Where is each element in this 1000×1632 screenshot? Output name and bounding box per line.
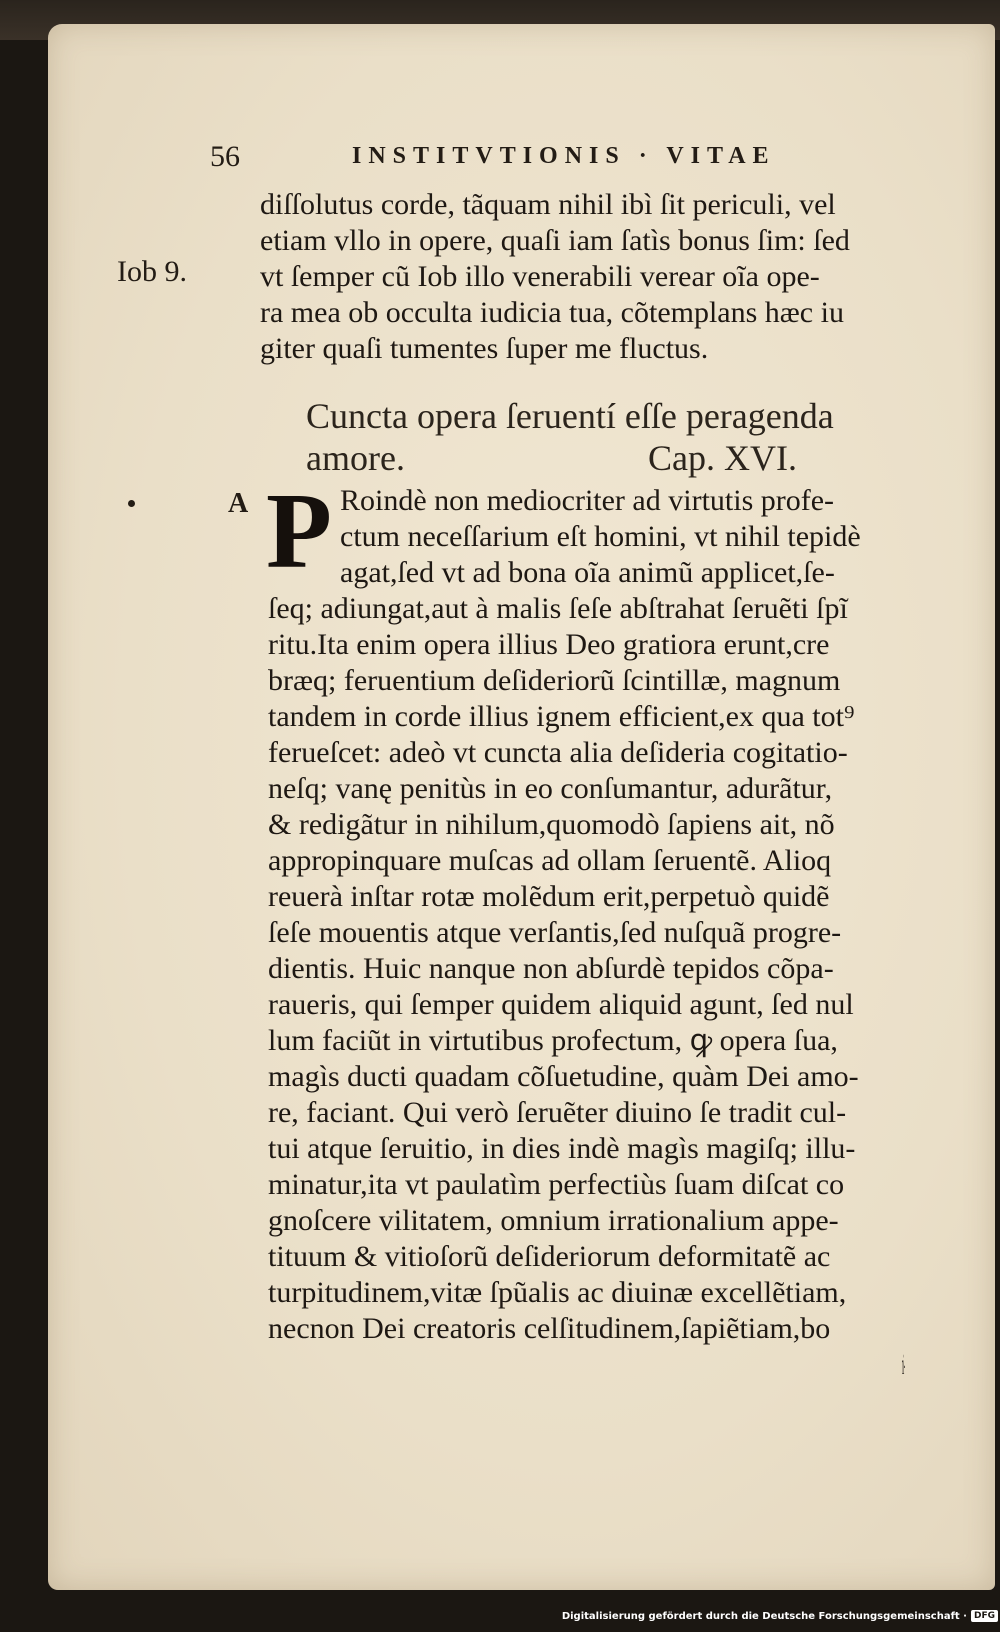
chapter-heading-line: amore. xyxy=(306,438,405,478)
page-number: 56 xyxy=(210,140,240,173)
chapter-number: Cap. XVI. xyxy=(648,438,797,478)
text-line: bræq; feruentium deſideriorũ ſcintillæ, magnum xyxy=(268,664,841,697)
text-line: tandem in corde illius ignem efficient,ex qua tot⁹ xyxy=(268,700,855,733)
digitization-footer xyxy=(562,1608,998,1624)
text-line: neſq; vanę penitùs in eo conſumantur, adurãtur, xyxy=(268,772,833,805)
text-line: tituum & vitioſorũ deſideriorum deformitatẽ ac xyxy=(268,1240,831,1273)
text-line: reuerà inſtar rotæ molẽdum erit,perpetuò quidẽ xyxy=(268,880,830,913)
running-head xyxy=(0,140,1000,180)
text-line: magìs ducti quadam cõſuetudine, quàm Dei amo- xyxy=(268,1060,859,1093)
running-title: INSTITVTIONIS · VITAE xyxy=(352,143,776,169)
text-line: raueris, qui ſemper quidem aliquid agunt, ſed nul xyxy=(268,988,854,1021)
text-line: agat,ſed vt ad bona oĩa animũ applicet,ſe- xyxy=(340,556,835,589)
text-line: Roindè non mediocriter ad virtutis profe- xyxy=(340,484,835,517)
margin-note-job: Iob 9. xyxy=(117,255,187,288)
text-line: tui atque ſeruitio, in dies indè magìs magiſq; illu- xyxy=(268,1132,856,1165)
margin-dot xyxy=(128,500,135,507)
text-line: dientis. Huic nanque non abſurdè tepidos cõpa- xyxy=(268,952,834,985)
book-page xyxy=(48,24,995,1590)
text-line: gnoſcere vilitatem, omnium irrationalium appe- xyxy=(268,1204,839,1237)
text-line: giter quaſi tumentes ſuper me fluctus. xyxy=(260,332,709,365)
text-line: ra mea ob occulta iudicia tua, cõtemplans hæc iu xyxy=(260,296,844,329)
dropcap-initial: P xyxy=(266,472,332,591)
text-line: re, faciant. Qui verò ſeruẽter diuino ſe tradit cul- xyxy=(268,1096,847,1129)
catchword: ni- xyxy=(902,1348,906,1381)
footer-credit: Digitalisierung gefördert durch die Deutsche Forschungsgemeinschaft · xyxy=(561,1610,967,1622)
text-line: ctum neceſſarium eſt homini, vt nihil tepidè xyxy=(340,520,861,553)
text-line: diſſolutus corde, tãquam nihil ibì ſit periculi, vel xyxy=(260,188,836,221)
text-line: lum faciũt in virtutibus profectum, ꝙ opera ſua, xyxy=(268,1024,838,1057)
text-line: ferueſcet: adeò vt cuncta alia deſideria cogitatio- xyxy=(268,736,848,769)
text-line: minatur,ita vt paulatìm perfectiùs ſuam diſcat co xyxy=(268,1168,845,1201)
text-line: etiam vllo in opere, quaſi iam ſatìs bonus ſim: ſed xyxy=(260,224,850,257)
text-line: vt ſemper cũ Iob illo venerabili verear oĩa ope- xyxy=(260,260,820,293)
text-line: necnon Dei creatoris celſitudinem,ſapiẽtiam,bo xyxy=(268,1312,831,1345)
text-line: ſeq; adiungat,aut à malis ſeſe abſtrahat ſeruẽti ſpĩ xyxy=(268,592,848,625)
text-line: ſeſe mouentis atque verſantis,ſed nuſquã progre- xyxy=(268,916,842,949)
chapter-heading-line: Cuncta opera ſeruentí eſſe peragenda xyxy=(306,396,834,436)
margin-section-letter: A xyxy=(228,488,249,519)
text-line: ritu.Ita enim opera illius Deo gratiora erunt,cre xyxy=(268,628,830,661)
text-line: & redigãtur in nihilum,quomodò ſapiens ait, nõ xyxy=(268,808,835,841)
text-line: turpitudinem,vitæ ſpũalis ac diuinæ excellẽtiam, xyxy=(268,1276,847,1309)
text-line: appropinquare muſcas ad ollam ſeruentẽ. Alioq xyxy=(268,844,832,877)
dfg-logo: DFG xyxy=(971,1610,998,1622)
